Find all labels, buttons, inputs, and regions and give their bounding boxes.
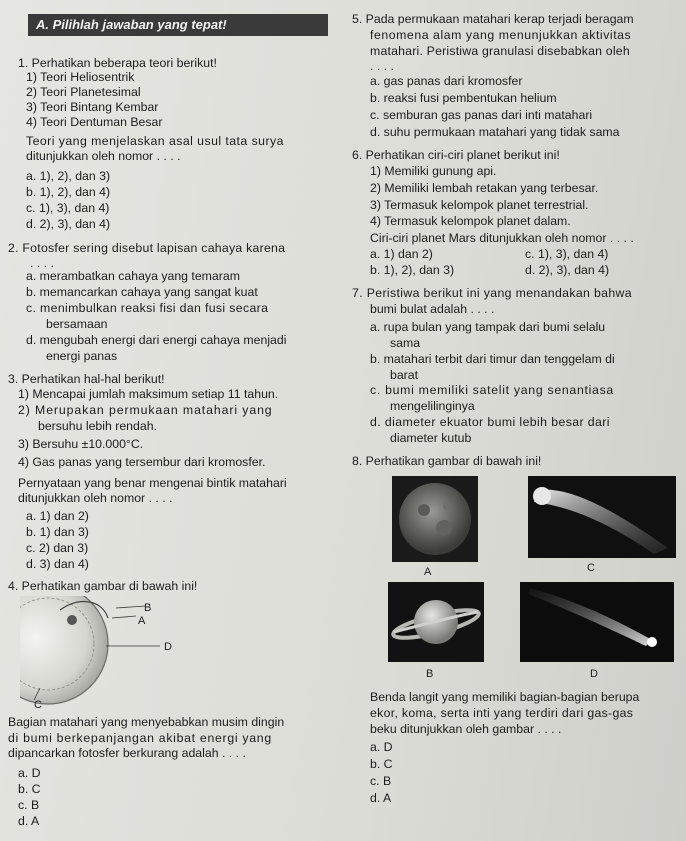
sun-layers-figure: [20, 596, 190, 712]
q4-stem: 4. Perhatikan gambar di bawah ini!: [8, 579, 198, 593]
q3-item: 4) Gas panas yang tersembur dari kromosfer.: [18, 455, 266, 469]
q6-option-c[interactable]: c. 1), 3), dan 4): [525, 247, 609, 261]
q7-option-a[interactable]: a. rupa bulan yang tampak dari bumi selalu: [370, 320, 606, 334]
q7-stem: bumi bulat adalah . . . .: [370, 302, 495, 316]
q1-prompt: ditunjukkan oleh nomor . . . .: [26, 149, 181, 163]
q1-option-d[interactable]: d. 2), 3), dan 4): [26, 217, 111, 231]
q7-option-c-cont: mengelilinginya: [390, 399, 475, 413]
q2-stem: 2. Fotosfer sering disebut lapisan cahaya karena: [8, 241, 286, 255]
q1-item: 1) Teori Heliosentrik: [26, 70, 135, 84]
q3-prompt: Pernyataan yang benar mengenai bintik matahari: [18, 476, 287, 490]
q3-item: 1) Mencapai jumlah maksimum setiap 11 tahun.: [18, 387, 279, 401]
q5-dots: . . . .: [370, 59, 394, 73]
q8-prompt: beku ditunjukkan oleh gambar . . . .: [370, 722, 562, 736]
q6-item: 4) Termasuk kelompok planet dalam.: [370, 214, 571, 228]
q5-stem: 5. Pada permukaan matahari kerap terjadi beragam: [352, 12, 634, 26]
sunspot-shape: [67, 615, 77, 625]
q6-stem: 6. Perhatikan ciri-ciri planet berikut ini!: [352, 148, 560, 162]
q4-option-b[interactable]: b. C: [18, 782, 41, 796]
fig4-label-a: A: [138, 615, 146, 627]
q6-item: 2) Memiliki lembah retakan yang terbesar.: [370, 181, 599, 195]
q8-option-b[interactable]: b. C: [370, 757, 393, 771]
fig4-label-b: B: [144, 602, 152, 614]
q4-prompt: dipancarkan fotosfer berkurang adalah . . . .: [8, 746, 246, 760]
q3-stem: 3. Perhatikan hal-hal berikut!: [8, 372, 165, 386]
fig8-meteor-image: [528, 476, 676, 558]
q2-option-a[interactable]: a. merambatkan cahaya yang temaram: [26, 269, 240, 283]
q3-option-c[interactable]: c. 2) dan 3): [26, 541, 89, 555]
q6-option-a[interactable]: a. 1) dan 2): [370, 247, 433, 261]
q2-option-b[interactable]: b. memancarkan cahaya yang sangat kuat: [26, 285, 258, 299]
q2-dots: . . . .: [30, 256, 54, 270]
q6-item: 1) Memiliki gunung api.: [370, 164, 497, 178]
q4-option-c[interactable]: c. B: [18, 798, 40, 812]
fig8-label-a: A: [424, 566, 432, 578]
q2-option-c[interactable]: c. menimbulkan reaksi fisi dan fusi secara: [26, 301, 269, 315]
q6-item: 3) Termasuk kelompok planet terrestrial.: [370, 198, 589, 212]
q8-option-a[interactable]: a. D: [370, 740, 393, 754]
fig8-label-b: B: [426, 668, 434, 680]
q1-stem: 1. Perhatikan beberapa teori berikut!: [18, 56, 217, 70]
q4-prompt: di bumi berkepanjangan akibat energi yang: [8, 731, 272, 745]
q3-prompt: ditunjukkan oleh nomor . . . .: [18, 491, 173, 505]
q1-prompt: Teori yang menjelaskan asal usul tata surya: [26, 134, 284, 148]
q2-option-c-cont: bersamaan: [46, 317, 108, 331]
q5-option-c[interactable]: c. semburan gas panas dari inti matahari: [370, 108, 593, 122]
fig4-label-d: D: [164, 641, 172, 653]
q3-option-a[interactable]: a. 1) dan 2): [26, 509, 89, 523]
q6-prompt: Ciri-ciri planet Mars ditunjukkan oleh nomor . . . .: [370, 231, 634, 245]
q3-item-cont: bersuhu lebih rendah.: [38, 419, 157, 433]
q4-option-d[interactable]: d. A: [18, 814, 40, 828]
pointer-a: [112, 616, 136, 618]
q3-option-b[interactable]: b. 1) dan 3): [26, 525, 89, 539]
q7-option-b-cont: barat: [390, 368, 419, 382]
q7-stem: 7. Peristiwa berikut ini yang menandakan bahwa: [352, 286, 632, 300]
fig8-saturn-image: [388, 582, 484, 662]
q7-option-c[interactable]: c. bumi memiliki satelit yang senantiasa: [370, 383, 614, 397]
fig4-label-c: C: [34, 699, 42, 711]
q5-stem: fenomena alam yang menunjukkan aktivitas: [370, 28, 632, 42]
q1-option-a[interactable]: a. 1), 2), dan 3): [26, 169, 111, 183]
q8-stem: 8. Perhatikan gambar di bawah ini!: [352, 454, 542, 468]
q7-option-d[interactable]: d. diameter ekuator bumi lebih besar dari: [370, 415, 610, 429]
q7-option-d-cont: diameter kutub: [390, 431, 472, 445]
q2-option-d-cont: energi panas: [46, 349, 118, 363]
q5-stem: matahari. Peristiwa granulasi disebabkan oleh: [370, 44, 630, 58]
q4-prompt: Bagian matahari yang menyebabkan musim dingin: [8, 715, 285, 729]
fig8-label-c: C: [587, 562, 595, 574]
q7-option-a-cont: sama: [390, 336, 421, 350]
q1-item: 3) Teori Bintang Kembar: [26, 100, 159, 114]
q1-option-c[interactable]: c. 1), 3), dan 4): [26, 201, 110, 215]
q5-option-b[interactable]: b. reaksi fusi pembentukan helium: [370, 91, 557, 105]
fig8-comet-image: [520, 582, 674, 662]
q3-item: 3) Bersuhu ±10.000°C.: [18, 437, 144, 451]
q3-item: 2) Merupakan permukaan matahari yang: [18, 403, 273, 417]
fig8-moon-image: [392, 476, 478, 562]
q5-option-d[interactable]: d. suhu permukaan matahari yang tidak sama: [370, 125, 620, 139]
q8-option-c[interactable]: c. B: [370, 774, 392, 788]
q1-option-b[interactable]: b. 1), 2), dan 4): [26, 185, 111, 199]
section-header: A. Pilihlah jawaban yang tepat!: [28, 14, 328, 36]
q1-item: 2) Teori Planetesimal: [26, 85, 141, 99]
q5-option-a[interactable]: a. gas panas dari kromosfer: [370, 74, 523, 88]
pointer-b: [116, 606, 146, 608]
q1-item: 4) Teori Dentuman Besar: [26, 115, 163, 129]
q6-option-d[interactable]: d. 2), 3), dan 4): [525, 263, 610, 277]
q7-option-b[interactable]: b. matahari terbit dari timur dan tenggelam di: [370, 352, 615, 366]
q6-option-b[interactable]: b. 1), 2), dan 3): [370, 263, 455, 277]
q8-option-d[interactable]: d. A: [370, 791, 392, 805]
q4-option-a[interactable]: a. D: [18, 766, 41, 780]
q3-option-d[interactable]: d. 3) dan 4): [26, 557, 89, 571]
fig8-label-d: D: [590, 668, 598, 680]
q2-option-d[interactable]: d. mengubah energi dari energi cahaya menjadi: [26, 333, 287, 347]
q8-prompt: ekor, koma, serta inti yang terdiri dari gas-gas: [370, 706, 634, 720]
q8-prompt: Benda langit yang memiliki bagian-bagian berupa: [370, 690, 640, 704]
